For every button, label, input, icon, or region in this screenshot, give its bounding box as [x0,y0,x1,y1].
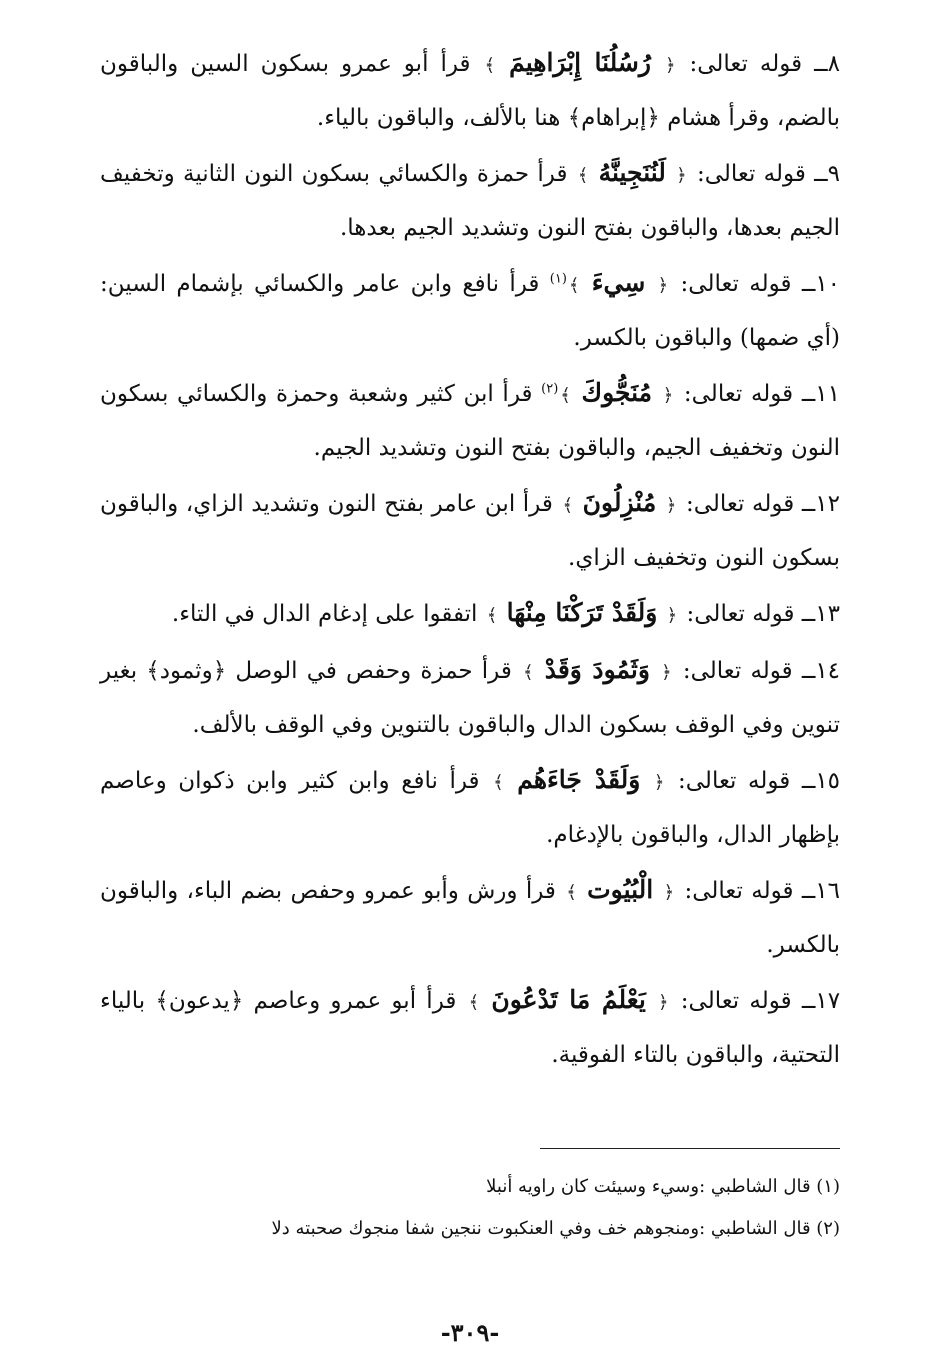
entry-number: ١٢ــ [801,491,841,517]
entry-number: ٩ــ [814,161,841,187]
ornate-bracket-close-icon: ﴾ [562,495,574,516]
ornate-bracket-open-icon: ﴿ [676,165,687,186]
entry-text: قرأ أبو عمرو وعاصم ﴿يدعون﴾ بالياء التحتية، والباقون بالتاء الفوقية. [100,988,840,1068]
entry-lead: قوله تعالى: [678,768,791,794]
footnote: (١) قال الشاطبي :وسيء وسيئت كان راويه أنبلا [486,1176,840,1197]
entry-item [100,753,840,863]
ornate-bracket-close-icon: ﴾ [493,772,504,793]
entry-text: قرأ حمزة والكسائي بسكون النون الثانية وتخفيف الجيم بعدها، والباقون بفتح النون وتشديد الجيم بعدها. [100,161,840,241]
entry-text: اتفقوا على إدغام الدال في التاء. [171,601,478,627]
ornate-bracket-open-icon: ﴿ [666,605,678,626]
quranic-quote: لَنُنَجِينَّهُ [598,158,666,187]
ornate-bracket-close-icon: ﴾ [468,992,480,1013]
entry-text: قرأ أبو عمرو بسكون السين والباقون بالضم، وقرأ هشام ﴿إبراهام﴾ هنا بالألف، والباقون بالياء. [100,51,840,131]
entry-item [100,36,840,146]
entry-lead: قوله تعالى: [682,658,793,684]
ornate-bracket-close-icon: ﴾ [486,605,498,626]
entry-text: قرأ حمزة وحفص في الوصل ﴿وثمود﴾ بغير تنوين وفي الوقف بسكون الدال والباقون بالتنوين وفي الوقف بالألف. [100,658,840,738]
entry-item [100,476,840,586]
entry-item [100,146,840,256]
ornate-bracket-open-icon: ﴿ [665,495,677,516]
ornate-bracket-open-icon: ﴿ [664,55,676,76]
entry-lead: قوله تعالى: [683,381,794,407]
ornate-bracket-close-icon: ﴾ [577,165,589,186]
footnotes [100,1166,840,1250]
entry-text: قرأ نافع وابن كثير وابن ذكوان وعاصم بإظهار الدال، والباقون بالإدغام. [100,768,840,848]
page-number: -٣٠٩- [440,1318,500,1347]
entry-number: ١٣ــ [801,601,840,627]
ornate-bracket-close-icon: ﴾ [523,662,534,683]
entry-item [100,366,840,476]
ornate-bracket-close-icon: ﴾ [484,55,496,76]
entry-item [100,863,840,973]
quranic-quote: وَثَمُودَ وَقَدْ [544,655,650,684]
entry-text: قرأ ابن كثير وشعبة وحمزة والكسائي بسكون النون وتخفيف الجيم، والباقون بفتح النون وتشديد الجيم. [100,381,840,461]
quranic-quote: يَعْلَمُ مَا تَدْعُونَ [491,985,646,1014]
footnote-divider [540,1148,840,1149]
footnote: (٢) قال الشاطبي :ومنجوهم خف وفي العنكبوت ننجين شفا منجوك صحبته دلا [271,1218,840,1239]
ornate-bracket-open-icon: ﴿ [657,275,669,296]
entry-lead: قوله تعالى: [686,601,795,627]
quranic-quote: وَلَقَدْ جَاءَهُم [517,765,641,794]
entry-text: قرأ ورش وأبو عمرو وحفص بضم الباء، والباقون بالكسر. [100,878,840,958]
ornate-bracket-close-icon: ﴾ [560,385,571,406]
quranic-quote: الْبُيُوت [587,875,654,904]
entry-lead: قوله تعالى: [684,878,794,904]
ornate-bracket-close-icon: ﴾ [568,275,580,296]
entry-item [100,973,840,1083]
ornate-bracket-close-icon: ﴾ [566,882,577,903]
entry-number: ١٠ــ [801,271,841,297]
ornate-bracket-open-icon: ﴿ [658,992,669,1013]
entry-number: ١٤ــ [801,658,841,684]
entry-item [100,586,840,643]
ornate-bracket-open-icon: ﴿ [662,385,674,406]
entry-number: ١٥ــ [801,768,841,794]
entry-lead: قوله تعالى: [696,161,806,187]
footnote-ref: (١) [549,271,567,287]
quranic-quote: سِيءَ [591,268,646,297]
entry-number: ١٦ــ [801,878,841,904]
entry-text: قرأ ابن عامر بفتح النون وتشديد الزاي، والباقون بسكون النون وتخفيف الزاي. [100,491,840,571]
ornate-bracket-open-icon: ﴿ [663,882,675,903]
entries-list [100,36,840,1083]
quranic-quote: مُنَجُّوكَ [581,378,653,407]
entry-item [100,256,840,366]
ornate-bracket-open-icon: ﴿ [653,772,665,793]
quranic-quote: مُنْزِلُونَ [582,488,657,517]
quranic-quote: رُسُلُنَا إِبْرَاهِيمَ [509,48,651,77]
entry-lead: قوله تعالى: [689,51,803,77]
entry-lead: قوله تعالى: [680,988,792,1014]
ornate-bracket-open-icon: ﴿ [661,662,672,683]
entry-lead: قوله تعالى: [680,271,792,297]
quranic-quote: وَلَقَدْ تَرَكْنَا مِنْهَا [506,598,658,627]
entry-item [100,643,840,753]
entry-number: ١١ــ [801,381,841,407]
entry-text: قرأ نافع وابن عامر والكسائي بإشمام السين: (أي ضمها) والباقون بالكسر. [100,271,840,351]
footnote-ref: (٢) [541,381,559,397]
entry-number: ٨ــ [814,51,840,77]
entry-lead: قوله تعالى: [685,491,795,517]
entry-number: ١٧ــ [801,988,841,1014]
